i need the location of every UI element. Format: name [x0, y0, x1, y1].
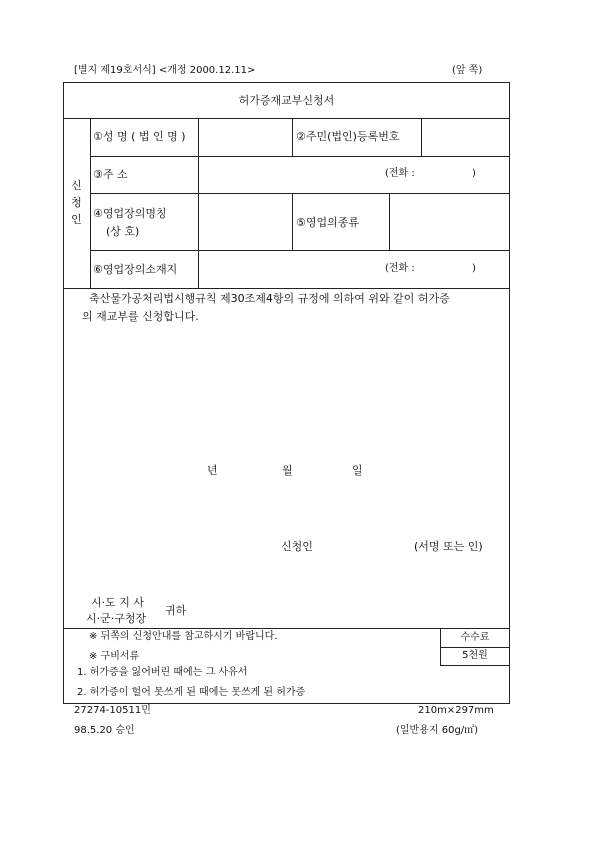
reg-no-label: ②주민(법인)등록번호 [296, 130, 400, 143]
date-day-label: 일 [352, 464, 363, 477]
business-name-sub-label: (상 호) [106, 225, 140, 238]
recipient-governor: 시·도 지 사 [91, 596, 144, 609]
fee-label: 수수료 [460, 632, 490, 643]
business-location-label: ⑥영업장의소재지 [93, 263, 178, 276]
date-year-label: 년 [207, 464, 218, 477]
page-side-label: (앞 쪽) [452, 65, 483, 76]
name-label: ①성 명 ( 법 인 명 ) [93, 130, 186, 143]
business-name-label: ④영업장의명칭 [93, 207, 167, 220]
document-item-1: 1. 허가증을 잃어버린 때에는 그 사유서 [77, 667, 248, 678]
paper-size: 210m×297mm [418, 705, 494, 716]
phone-label-address: (전화 : ) [385, 168, 476, 179]
applicant-signature-label: 신청인 [281, 540, 313, 553]
recipient-mayor: 시·군·구청장 [86, 612, 147, 625]
date-month-label: 월 [282, 464, 293, 477]
form-number: [별지 제19호서식] <개정 2000.12.11> [74, 65, 256, 76]
fee-value: 5천원 [462, 650, 488, 661]
statement-line-2: 의 재교부를 신청합니다. [82, 310, 199, 323]
approval-date: 98.5.20 승인 [74, 725, 135, 736]
recipient-suffix: 귀하 [165, 604, 187, 617]
note-reference: ※ 뒤쪽의 신청안내를 참고하시기 바랍니다. [89, 631, 278, 642]
address-label: ③주 소 [93, 168, 128, 181]
paper-weight: (일반용지 60g/㎡) [396, 725, 479, 736]
applicant-group-label: 신 청 인 [71, 179, 82, 226]
business-type-label: ⑤영업의종류 [296, 216, 359, 229]
signature-note: (서명 또는 인) [414, 540, 483, 553]
document-item-2: 2. 허가증이 헐어 못쓰게 된 때에는 못쓰게 된 허가증 [77, 687, 306, 698]
form-code: 27274-10511민 [74, 705, 151, 716]
phone-label-location: (전화 : ) [385, 263, 476, 274]
documents-title: ※ 구비서류 [89, 651, 140, 662]
form-title: 허가증재교부신청서 [238, 94, 335, 107]
statement-line-1: 축산물가공처리법시행규칙 제30조제4항의 규정에 의하여 위와 같이 허가증 [89, 292, 450, 305]
